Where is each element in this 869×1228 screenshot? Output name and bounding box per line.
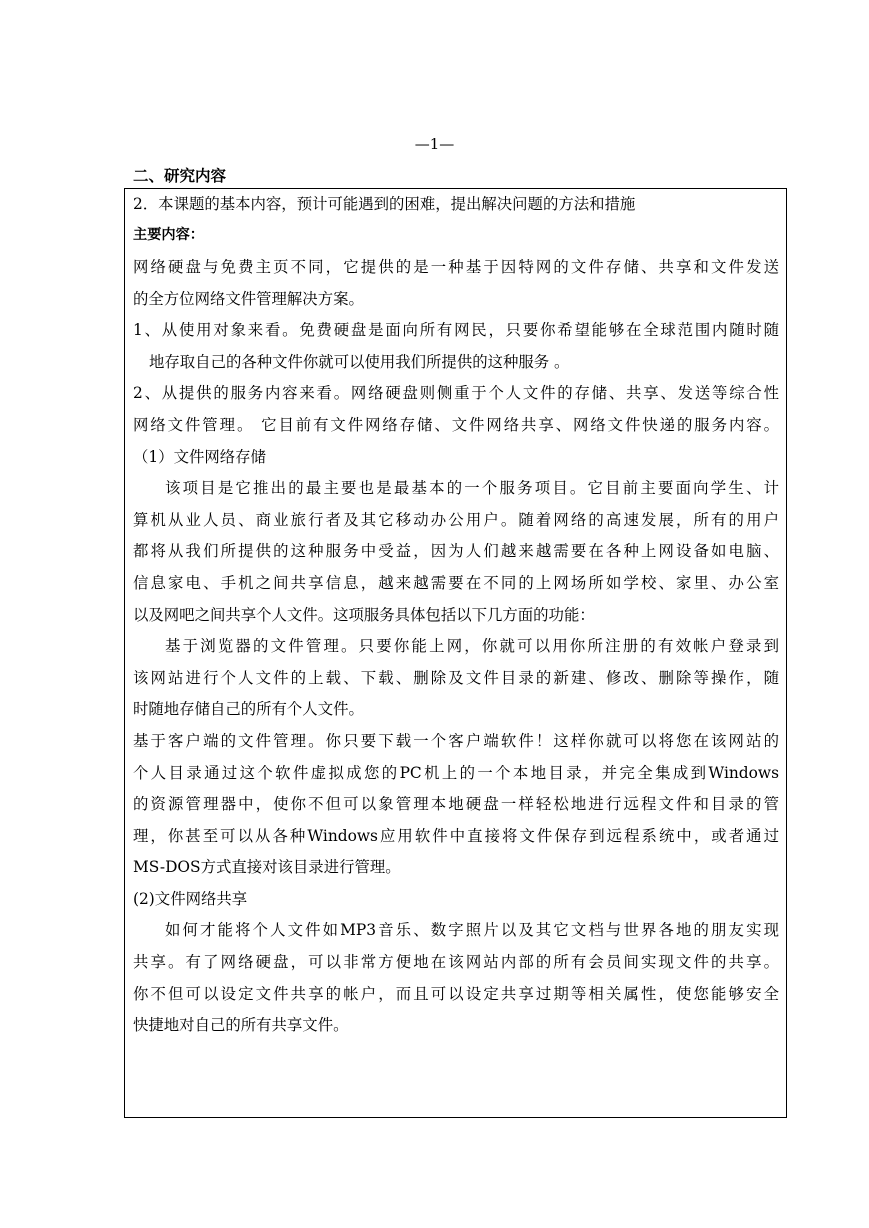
paragraph-line: 你不但可以设定文件共享的帐户，而且可以设定共享过期等相关属性，使您能够安全 [133, 984, 779, 1003]
paragraph-line: 的全方位网络文件管理解决方案。 [133, 289, 364, 308]
paragraph-line: 该网站进行个人文件的上载、下载、删除及文件目录的新建、修改、删除等操作，随 [133, 668, 779, 687]
paragraph-line: 算机从业人员、商业旅行者及其它移动办公用户。随着网络的高速发展，所有的用户 [133, 510, 779, 529]
paragraph-line: 理，你甚至可以从各种Windows应用软件中直接将文件保存到远程系统中，或者通过 [133, 826, 779, 845]
section-heading: 二、研究内容 [133, 167, 227, 185]
paragraph-line: 2、从提供的服务内容来看。网络硬盘则侧重于个人文件的存储、共享、发送等综合性 [133, 384, 779, 403]
main-content-label: 主要内容： [133, 227, 204, 243]
paragraph-line: 基于浏览器的文件管理。只要你能上网，你就可以用你所注册的有效帐户登录到 [165, 637, 779, 656]
paragraph-line: 共享。有了网络硬盘，可以非常方便地在该网站内部的所有会员间实现文件的共享。 [133, 953, 779, 972]
paragraph-line: 都将从我们所提供的这种服务中受益，因为人们越来越需要在各种上网设备如电脑、 [133, 542, 779, 561]
paragraph-line: 信息家电、手机之间共享信息，越来越需要在不同的上网场所如学校、家里、办公室 [133, 573, 779, 592]
paragraph-line: 网络文件管理。 它目前有文件网络存储、文件网络共享、网络文件快递的服务内容。 [133, 415, 779, 434]
paragraph-line: 快捷地对自己的所有共享文件。 [133, 1016, 349, 1035]
paragraph-line: MS-DOS方式直接对该目录进行管理。 [133, 858, 401, 877]
paragraph-line: 1、从使用对象来看。免费硬盘是面向所有网民，只要你希望能够在全球范围内随时随 [133, 321, 779, 340]
paragraph-line: 地存取自己的各种文件你就可以使用我们所提供的这种服务 。 [149, 352, 570, 371]
paragraph-line: 该项目是它推出的最主要也是最基本的一个服务项目。它目前主要面向学生、计 [165, 479, 779, 498]
paragraph-line: 如何才能将个人文件如MP3音乐、数字照片以及其它文档与世界各地的朋友实现 [165, 921, 779, 940]
paragraph-line: 时随地存储自己的所有个人文件。 [133, 700, 364, 719]
subsection-heading: (2)文件网络共享 [133, 889, 248, 908]
paragraph-line: 个人目录通过这个软件虚拟成您的PC机上的一个本地目录，并完全集成到Windows [133, 763, 779, 782]
paragraph-line: 网络硬盘与免费主页不同，它提供的是一种基于因特网的文件存储、共享和文件发送 [133, 258, 779, 276]
subsection-heading: （1）文件网络存储 [133, 447, 266, 466]
box-title: 2．本课题的基本内容，预计可能遇到的困难，提出解决问题的方法和措施 [133, 195, 636, 213]
paragraph-line: 的资源管理器中，使你不但可以象管理本地硬盘一样轻松地进行远程文件和目录的管 [133, 795, 779, 814]
content-box [124, 188, 787, 1118]
paragraph-line: 以及网吧之间共享个人文件。这项服务具体包括以下几方面的功能： [133, 605, 595, 624]
page-number: —1— [414, 135, 455, 153]
paragraph-line: 基于客户端的文件管理。你只要下载一个客户端软件！这样你就可以将您在该网站的 [133, 731, 779, 750]
